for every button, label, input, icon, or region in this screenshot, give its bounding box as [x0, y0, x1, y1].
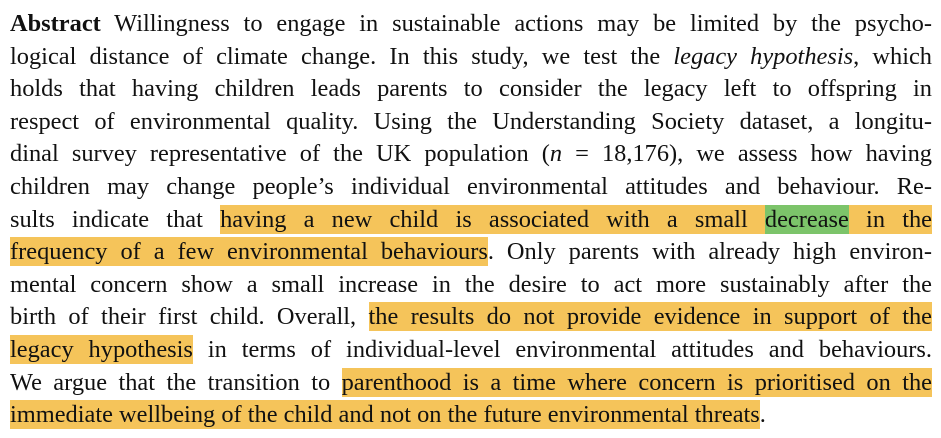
abstract-text: Willingness to engage in sustainable actions may be limited by the psycho-: [100, 10, 932, 37]
abstract-text: birth of their first child. Overall,: [10, 303, 369, 331]
abstract-line: [10, 236, 932, 269]
abstract-line: [10, 106, 932, 139]
abstract-text: logical distance of climate change. In this study, we test the: [10, 42, 674, 70]
abstract-line: [10, 8, 932, 41]
abstract-label: Abstract: [10, 10, 101, 37]
highlight-yellow: having a new child is associated with a small: [220, 205, 765, 233]
highlight-yellow: the results do not provide evidence in support of the: [368, 303, 932, 331]
abstract-line: [10, 334, 932, 367]
abstract-text: . Only parents with already high environ-: [487, 238, 932, 266]
abstract-line: [10, 41, 932, 74]
abstract-text: We argue that the transition to: [10, 368, 342, 396]
abstract-text: = 18,176), we assess how having: [562, 140, 932, 168]
abstract-text: sults indicate that: [10, 205, 221, 233]
abstract-line: [10, 269, 932, 302]
abstract-line: [10, 399, 932, 432]
highlight-yellow: parenthood is a time where concern is prioritised on the: [341, 368, 932, 396]
abstract-line: [10, 171, 932, 204]
abstract-text: mental concern show a small increase in the desire to act more sustainably after the: [10, 270, 932, 298]
abstract-line: [10, 204, 932, 237]
highlight-green: decrease: [764, 205, 849, 233]
abstract-line: [10, 138, 932, 171]
abstract-line: [10, 73, 932, 106]
italic-term: n: [549, 140, 563, 168]
abstract-line: [10, 367, 932, 400]
highlight-yellow: in the: [848, 205, 932, 233]
abstract-line: [10, 301, 932, 334]
abstract-text: in terms of individual-level environmental attitudes and behaviours.: [192, 335, 932, 363]
abstract-text: respect of environmental quality. Using the Understanding Society dataset, a longitu-: [10, 107, 932, 135]
abstract-text: .: [759, 401, 766, 429]
highlight-yellow: immediate wellbeing of the child and not on the future environmental threats: [10, 401, 760, 429]
highlight-yellow: legacy hypothesis: [10, 335, 193, 363]
highlight-yellow: frequency of a few environmental behaviours: [10, 238, 488, 266]
abstract-text: children may change people’s individual environmental attitudes and behaviour. Re-: [10, 172, 932, 200]
italic-term: legacy hypothesis: [673, 42, 854, 70]
abstract-paragraph: [10, 8, 932, 432]
abstract-text: , which: [853, 42, 932, 70]
abstract-text: holds that having children leads parents to consider the legacy left to offspring in: [10, 75, 932, 103]
abstract-text: dinal survey representative of the UK population (: [10, 140, 550, 168]
